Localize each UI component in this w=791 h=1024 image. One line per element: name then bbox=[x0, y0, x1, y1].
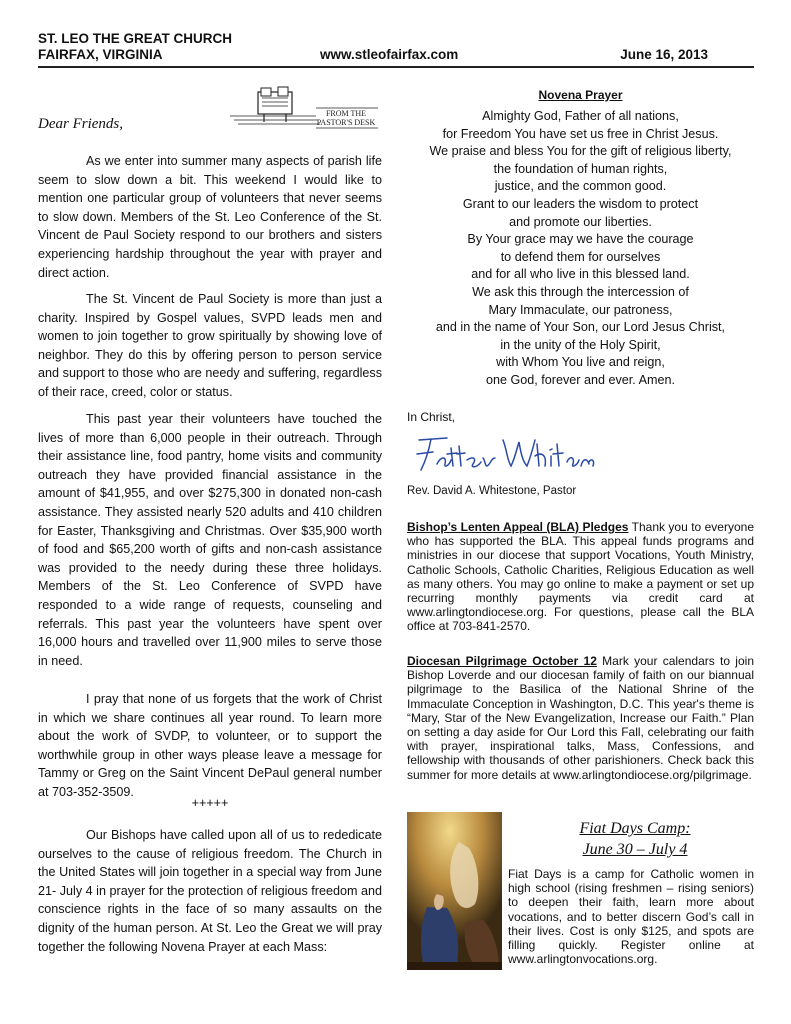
bla-notice bbox=[407, 520, 754, 634]
prayer-line: Almighty God, Father of all nations, bbox=[482, 109, 679, 123]
letter-paragraph-1: As we enter into summer many aspects of parish life seem to slow down a bit. This weekend I would like to mention one particular group of volunteers that never seems to slow down. Members of the St. Leo Conference of the St. Vincent de Paul Society respond to our brothers and sisters experiencing hardship throughout the year with prayer and direct action. bbox=[38, 154, 382, 280]
prayer-line: We ask this through the intercession of bbox=[472, 284, 689, 299]
novena-title: Novena Prayer bbox=[538, 88, 623, 102]
prayer-line: with Whom You live and reign, bbox=[496, 355, 665, 370]
church-name: ST. LEO THE GREAT CHURCH bbox=[38, 31, 233, 46]
fiat-title-line-1: Fiat Days Camp: bbox=[579, 820, 691, 837]
pilgrimage-notice bbox=[407, 654, 754, 782]
fiat-days-title bbox=[560, 818, 710, 860]
pastor-name: Rev. David A. Whitestone, Pastor bbox=[407, 485, 577, 497]
church-city: FAIRFAX, VIRGINIA bbox=[38, 47, 163, 62]
prayer-line: for Freedom You have set us free in Christ Jesus. bbox=[442, 126, 719, 141]
letter-paragraph-4: I pray that none of us forgets that the work of Christ in which we share continues all year round. To learn more about the work of SVDP, to volunteer, or to support the worthwhile group in other ways please leave a message for Tammy or Greg on the Saint Vincent DePaul general number at 703-352-3509. bbox=[38, 692, 382, 799]
section-separator: +++++ bbox=[191, 796, 229, 810]
prayer-line: and promote our liberties. bbox=[509, 214, 652, 229]
letter-paragraph-3: This past year their volunteers have touched the lives of more than 6,000 people in their outreach. Through their assistance line, food pantry, home visits and community outreach they have provided financial assistance in the amount of $41,955, and over $275,300 in donated non-cash assistance. They assisted nearly 520 adults and 410 children for Easter, Thanksgiving and Christmas. Over $35,900 worth of food and $65,200 worth of gifts and non-cash assistance was provided to the needy during these three holidays. Members of the St. Leo Conference of SVPD have responded to a wide range of requests, counseling and referrals. This past year the volunteers have spent over 16,000 hours and travelled over 11,900 miles to serve those in need. bbox=[38, 412, 382, 668]
fiat-title-line-2: June 30 – July 4 bbox=[582, 841, 688, 858]
prayer-line: and in the name of Your Son, our Lord Jesus Christ, bbox=[435, 320, 726, 335]
pastors-desk-logo bbox=[228, 86, 380, 138]
prayer-line: one God, forever and ever. Amen. bbox=[485, 372, 676, 387]
prayer-line: in the unity of the Holy Spirit, bbox=[500, 337, 661, 352]
novena-prayer bbox=[407, 108, 754, 390]
salutation: Dear Friends, bbox=[38, 116, 123, 132]
header-rule bbox=[38, 66, 754, 68]
bla-heading: Bishop’s Lenten Appeal (BLA) Pledges bbox=[407, 520, 629, 534]
bla-body: Thank you to everyone who has supported the BLA. This appeal funds programs and ministries in our diocese that support Vocations, Youth Ministry, Catholic Schools, Catholic Charities, Religious Education as well as many others. You may go online to make a payment or set up recurring monthly payments via credit card at www.arlingtondiocese.org. For questions, please call the BLA office at 703-841-2570. bbox=[407, 520, 754, 634]
annunciation-painting bbox=[407, 812, 502, 970]
pilgrimage-body: Mark your calendars to join Bishop Loverde and our diocesan family of faith on our biannual pilgrimage to the Basilica of the National Shrine of the Immaculate Conception in Washington, D.C. This year's theme is “Mary, Star of the New Evangelization, Increase our Faith.” Plan on setting a day aside for Our Lord this Fall, celebrating our faith with prayer, inspirational talks, Mass, Confessions, and fellowship with thousands of other parishioners. Check back this summer for more details at www.arlingtondiocese.org/pilgrimage. bbox=[407, 654, 754, 782]
closing-in-christ: In Christ, bbox=[407, 410, 456, 424]
fiat-days-body: Fiat Days is a camp for Catholic women in high school (rising freshmen – rising seniors) to deepen their faith, learn more about vocations, and to better discern God’s call in their lives. Cost is only $125, and spots are filling quickly. Register online at www.arlingtonvocations.org. bbox=[508, 867, 754, 967]
letter-paragraph-5: Our Bishops have called upon all of us to rededicate ourselves to the cause of religious freedom. The Church in the United States will join together in a special way from June 21- July 4 in prayer for the protection of religious freedom and conscience rights in the face of so many assaults on the dignity of the human person. At St. Leo the Great we will pray together the following Novena Prayer at each Mass: bbox=[38, 828, 382, 954]
prayer-line: the foundation of human rights, bbox=[493, 161, 668, 176]
prayer-line: Grant to our leaders the wisdom to protect bbox=[462, 196, 699, 211]
prayer-line: and for all who live in this blessed land. bbox=[471, 267, 690, 282]
prayer-line: justice, and the common good. bbox=[494, 179, 667, 194]
letter-paragraph-2: The St. Vincent de Paul Society is more than just a charity. Inspired by Gospel values, SVPD leads men and women to join together to grow spiritually by showing love of neighbor. They do this by offering person to person service and support to those who are needy and suffering, regardless of their race, creed, color or status. bbox=[38, 292, 382, 399]
pastor-signature bbox=[407, 430, 597, 478]
church-website[interactable]: www.stleofairfax.com bbox=[320, 47, 459, 62]
bulletin-date: June 16, 2013 bbox=[620, 47, 708, 62]
svg-text:PASTOR'S DESK: PASTOR'S DESK bbox=[316, 118, 376, 127]
prayer-line: to defend them for ourselves bbox=[500, 249, 661, 264]
prayer-line: We praise and bless You for the gift of religious liberty, bbox=[429, 144, 732, 159]
pilgrimage-heading: Diocesan Pilgrimage October 12 bbox=[407, 654, 597, 668]
prayer-line: By Your grace may we have the courage bbox=[467, 232, 694, 247]
prayer-line: Mary Immaculate, our patroness, bbox=[488, 302, 673, 317]
svg-text:FROM THE: FROM THE bbox=[325, 109, 367, 118]
